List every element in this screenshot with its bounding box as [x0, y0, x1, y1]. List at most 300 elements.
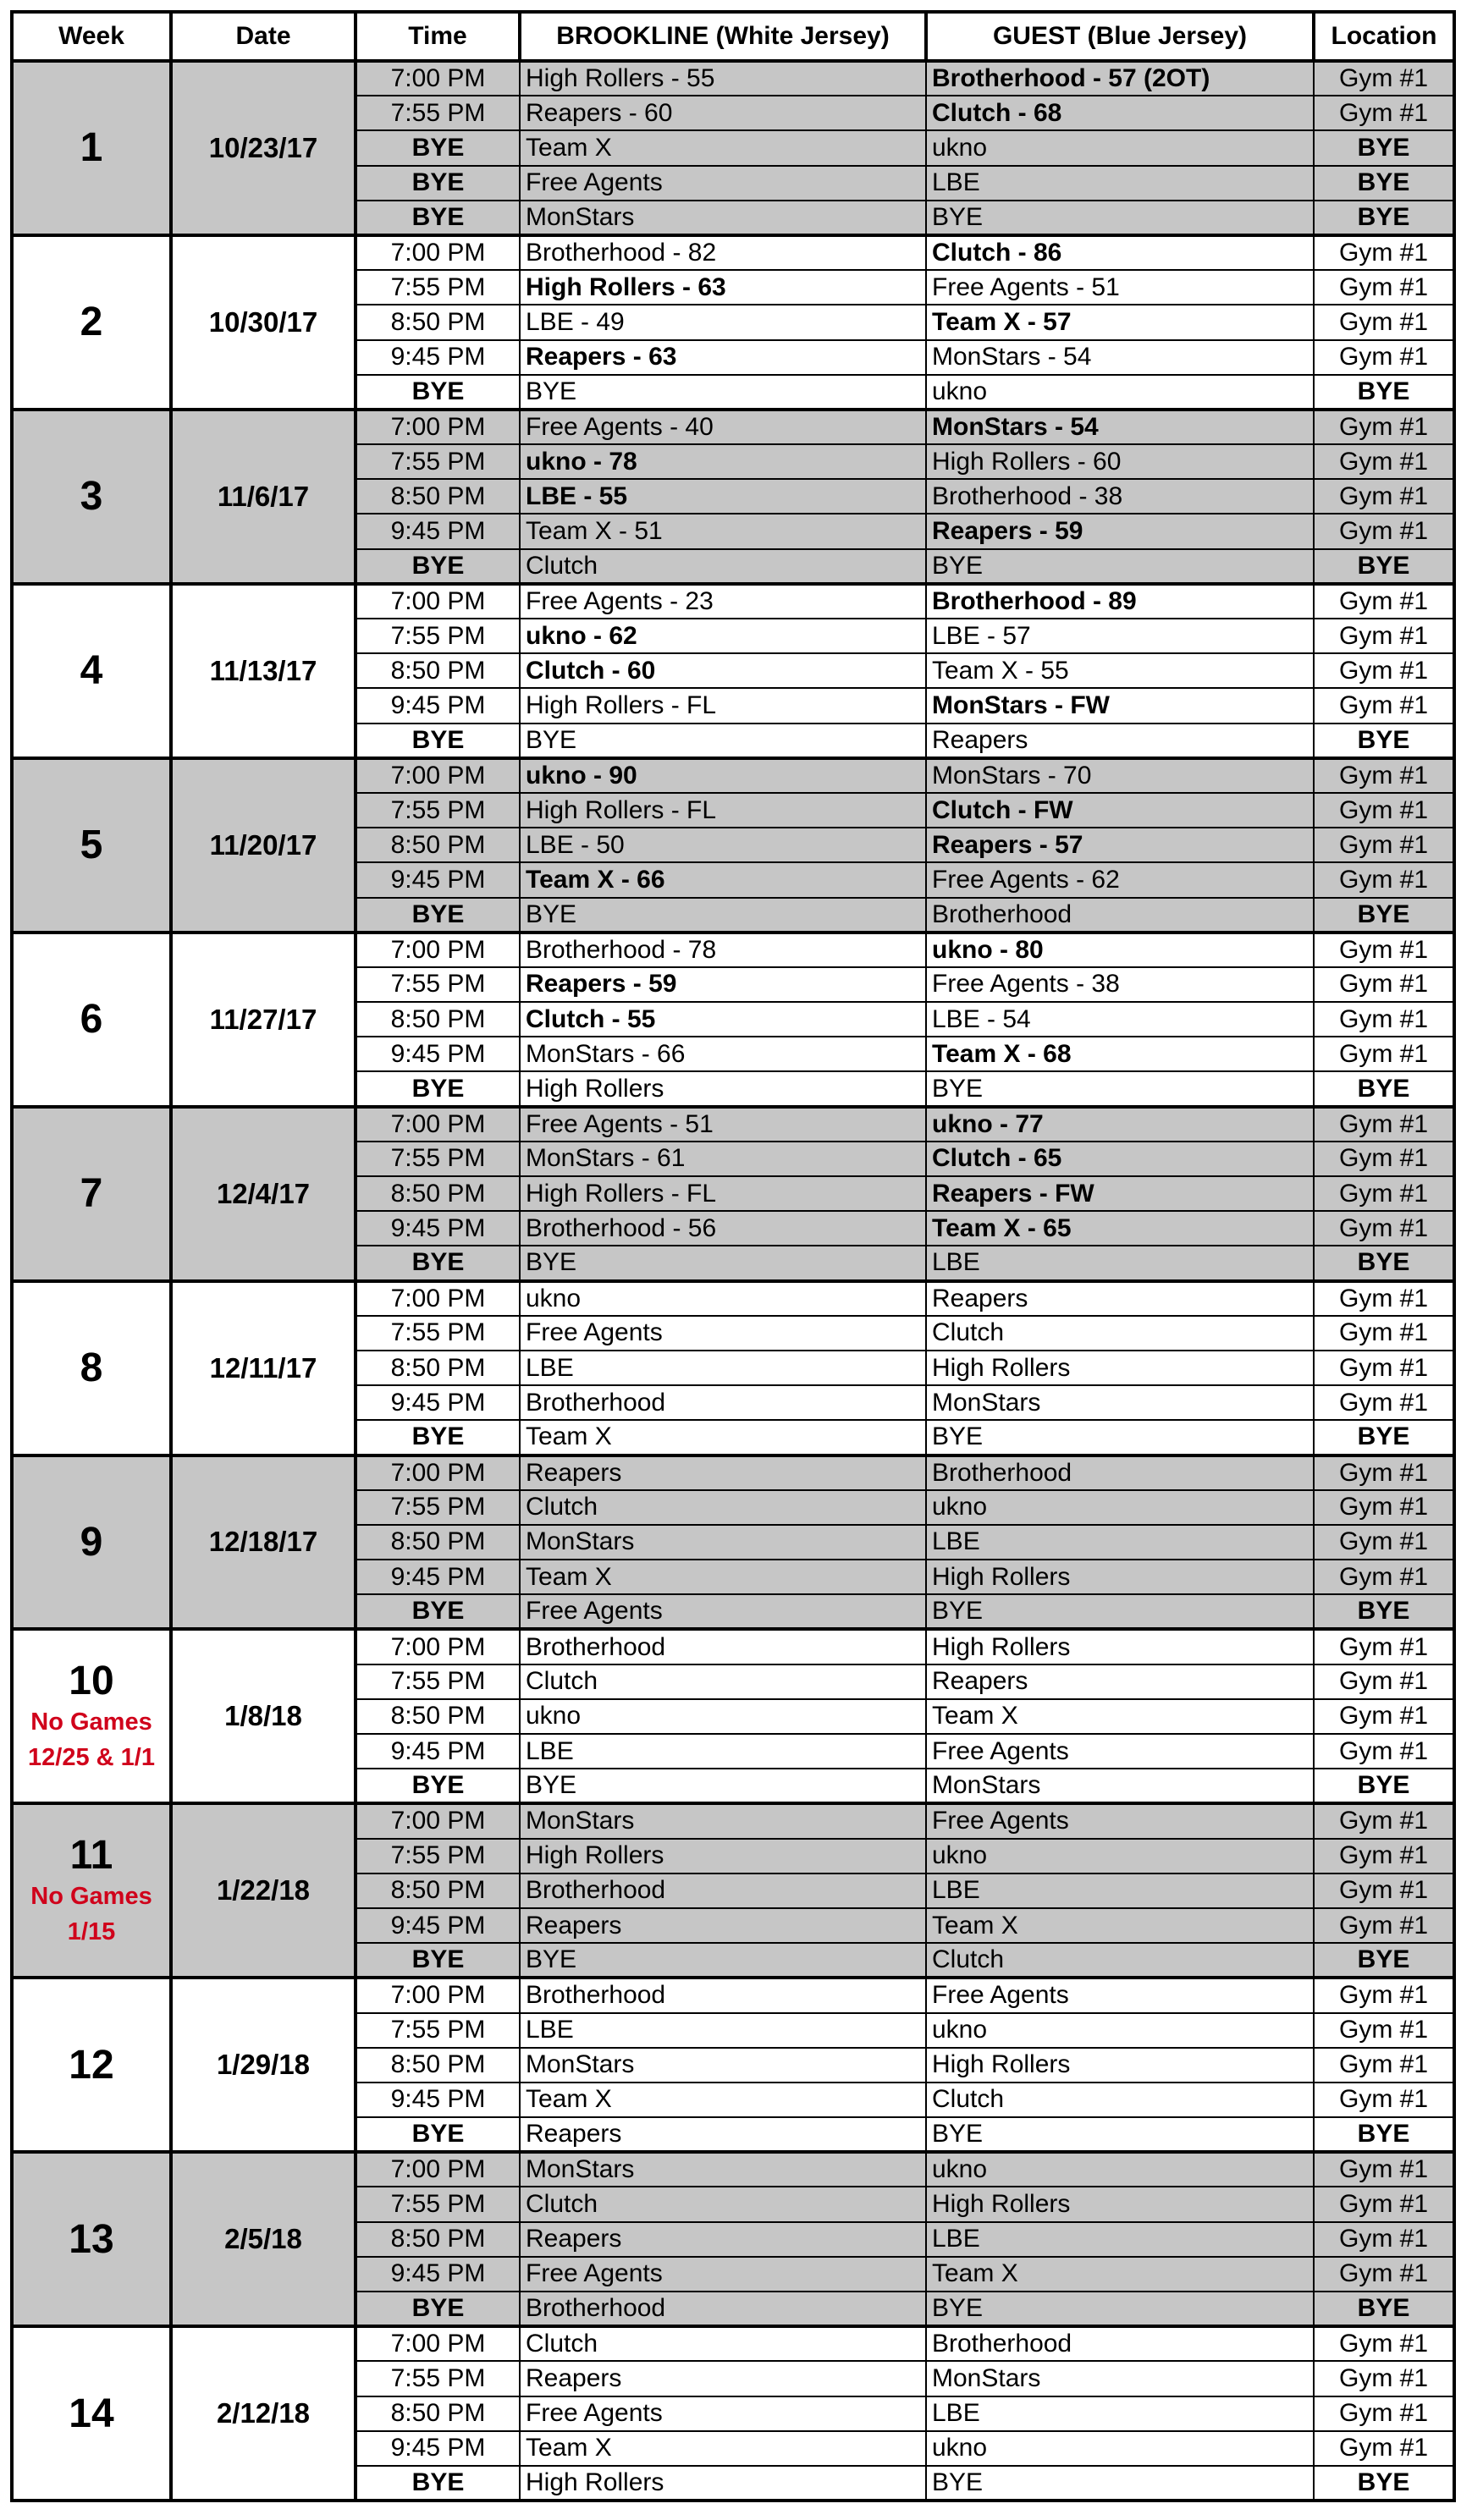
location-cell: BYE — [1314, 1943, 1454, 1978]
week-cell — [12, 758, 171, 933]
guest-team-cell: LBE — [926, 1246, 1314, 1280]
time-cell: 7:00 PM — [356, 61, 520, 96]
location-cell: BYE — [1314, 2117, 1454, 2152]
week-header: Week — [12, 12, 171, 61]
home-team-cell: Reapers - 60 — [520, 96, 926, 130]
time-cell: 7:00 PM — [356, 235, 520, 270]
date-cell: 11/20/17 — [171, 758, 356, 933]
location-cell: Gym #1 — [1314, 2222, 1454, 2257]
home-team-cell: Reapers - 59 — [520, 967, 926, 1002]
guest-team-cell: MonStars — [926, 1385, 1314, 1420]
time-cell: BYE — [356, 166, 520, 201]
location-cell: Gym #1 — [1314, 340, 1454, 375]
guest-team-cell: Clutch - 65 — [926, 1142, 1314, 1176]
location-cell: Gym #1 — [1314, 305, 1454, 339]
home-team-cell: MonStars - 61 — [520, 1142, 926, 1176]
guest-team-cell: LBE - 57 — [926, 619, 1314, 653]
home-team-cell: High Rollers — [520, 2466, 926, 2501]
home-team-cell: Brotherhood — [520, 2292, 926, 2326]
location-cell: BYE — [1314, 2292, 1454, 2326]
location-cell: Gym #1 — [1314, 410, 1454, 444]
location-cell: BYE — [1314, 898, 1454, 933]
week-number: 8 — [80, 1345, 103, 1391]
time-cell: BYE — [356, 2117, 520, 2152]
time-cell: 7:55 PM — [356, 2187, 520, 2221]
guest-team-cell: Brotherhood - 89 — [926, 584, 1314, 619]
home-team-cell: High Rollers - 63 — [520, 270, 926, 305]
time-cell: BYE — [356, 1769, 520, 1803]
guest-team-cell: LBE — [926, 2396, 1314, 2431]
game-row — [12, 61, 1454, 96]
home-team-cell: Free Agents - 40 — [520, 410, 926, 444]
guest-team-cell: Free Agents - 38 — [926, 967, 1314, 1002]
home-team-cell: Team X — [520, 2083, 926, 2117]
no-games-note: No Games — [30, 1708, 152, 1736]
guest-team-cell: Clutch — [926, 1316, 1314, 1351]
home-team-cell: MonStars — [520, 1525, 926, 1560]
location-cell: Gym #1 — [1314, 1002, 1454, 1037]
game-row — [12, 2152, 1454, 2187]
home-team-cell: MonStars — [520, 2048, 926, 2083]
location-cell: Gym #1 — [1314, 514, 1454, 548]
time-cell: 8:50 PM — [356, 305, 520, 339]
guest-team-cell: Free Agents — [926, 1734, 1314, 1769]
date-cell: 10/23/17 — [171, 61, 356, 235]
time-cell: BYE — [356, 1246, 520, 1280]
time-cell: 7:00 PM — [356, 933, 520, 967]
location-cell: Gym #1 — [1314, 1037, 1454, 1071]
home-team-cell: MonStars — [520, 201, 926, 235]
time-cell: 7:55 PM — [356, 444, 520, 479]
home-team-cell: High Rollers - FL — [520, 1176, 926, 1211]
week-cell — [12, 1803, 171, 1978]
time-cell: 7:55 PM — [356, 967, 520, 1002]
home-team-cell: Reapers — [520, 2361, 926, 2396]
time-cell: 7:55 PM — [356, 1316, 520, 1351]
home-team-cell: Clutch — [520, 2326, 926, 2361]
time-cell: 7:00 PM — [356, 1107, 520, 1142]
time-cell: 8:50 PM — [356, 1002, 520, 1037]
home-team-cell: LBE — [520, 1351, 926, 1385]
guest-team-cell: ukno - 80 — [926, 933, 1314, 967]
guest-team-cell: BYE — [926, 2466, 1314, 2501]
week-number: 6 — [80, 997, 103, 1043]
time-cell: 7:00 PM — [356, 1803, 520, 1838]
week-cell — [12, 1978, 171, 2152]
time-cell: 8:50 PM — [356, 2396, 520, 2431]
schedule-sheet — [10, 10, 1453, 2502]
location-cell: Gym #1 — [1314, 270, 1454, 305]
location-cell: Gym #1 — [1314, 235, 1454, 270]
guest-team-cell: Clutch — [926, 1943, 1314, 1978]
time-cell: 9:45 PM — [356, 514, 520, 548]
home-team-cell: ukno — [520, 1699, 926, 1734]
location-header: Location — [1314, 12, 1454, 61]
guest-team-cell: ukno - 77 — [926, 1107, 1314, 1142]
home-team-cell: BYE — [520, 724, 926, 758]
time-cell: BYE — [356, 375, 520, 410]
game-row — [12, 758, 1454, 793]
location-cell: Gym #1 — [1314, 1734, 1454, 1769]
guest-team-cell: ukno — [926, 2013, 1314, 2048]
guest-team-cell: ukno — [926, 130, 1314, 165]
time-cell: 9:45 PM — [356, 1908, 520, 1943]
home-team-cell: Team X — [520, 130, 926, 165]
home-team-cell: Brotherhood — [520, 1385, 926, 1420]
guest-team-cell: Team X - 55 — [926, 653, 1314, 688]
guest-team-cell: Reapers — [926, 1664, 1314, 1699]
guest-team-cell: BYE — [926, 1420, 1314, 1455]
home-team-cell: High Rollers - 55 — [520, 61, 926, 96]
game-row — [12, 1455, 1454, 1490]
time-cell: 7:55 PM — [356, 1839, 520, 1873]
location-cell: Gym #1 — [1314, 653, 1454, 688]
location-cell: BYE — [1314, 1769, 1454, 1803]
date-cell: 12/18/17 — [171, 1455, 356, 1630]
home-team-cell: LBE - 55 — [520, 479, 926, 514]
date-cell: 11/13/17 — [171, 584, 356, 758]
home-team-cell: Free Agents - 23 — [520, 584, 926, 619]
time-cell: 9:45 PM — [356, 2257, 520, 2292]
home-team-cell: Free Agents — [520, 1594, 926, 1629]
guest-team-cell: LBE — [926, 1873, 1314, 1908]
guest-team-cell: Brotherhood — [926, 2326, 1314, 2361]
home-team-cell: Free Agents — [520, 166, 926, 201]
location-cell: Gym #1 — [1314, 1839, 1454, 1873]
guest-team-cell: BYE — [926, 201, 1314, 235]
time-cell: BYE — [356, 1943, 520, 1978]
location-cell: BYE — [1314, 130, 1454, 165]
guest-team-cell: Team X - 68 — [926, 1037, 1314, 1071]
guest-team-cell: ukno — [926, 2152, 1314, 2187]
time-cell: 9:45 PM — [356, 1560, 520, 1594]
week-cell — [12, 1281, 171, 1455]
location-cell: Gym #1 — [1314, 96, 1454, 130]
schedule-body — [12, 61, 1454, 2501]
game-row — [12, 1978, 1454, 2012]
time-cell: 8:50 PM — [356, 479, 520, 514]
guest-team-cell: BYE — [926, 549, 1314, 584]
guest-team-cell: MonStars - 54 — [926, 340, 1314, 375]
location-cell: Gym #1 — [1314, 584, 1454, 619]
time-cell: BYE — [356, 1594, 520, 1629]
date-cell: 2/5/18 — [171, 2152, 356, 2326]
location-cell: BYE — [1314, 1071, 1454, 1106]
time-cell: 7:55 PM — [356, 1664, 520, 1699]
game-row — [12, 410, 1454, 444]
week-cell — [12, 1455, 171, 1630]
date-cell: 11/6/17 — [171, 410, 356, 584]
week-cell — [12, 2152, 171, 2326]
home-team-cell: ukno - 62 — [520, 619, 926, 653]
location-cell: Gym #1 — [1314, 967, 1454, 1002]
game-row — [12, 1281, 1454, 1316]
home-team-cell: Team X — [520, 1420, 926, 1455]
location-cell: Gym #1 — [1314, 2048, 1454, 2083]
location-cell: Gym #1 — [1314, 688, 1454, 723]
location-cell: Gym #1 — [1314, 1211, 1454, 1246]
guest-team-cell: High Rollers — [926, 2187, 1314, 2221]
home-team-cell: Team X - 51 — [520, 514, 926, 548]
time-cell: 9:45 PM — [356, 340, 520, 375]
home-team-cell: Reapers - 63 — [520, 340, 926, 375]
location-cell: Gym #1 — [1314, 862, 1454, 897]
guest-team-cell: Free Agents — [926, 1978, 1314, 2012]
time-cell: BYE — [356, 2292, 520, 2326]
location-cell: Gym #1 — [1314, 1803, 1454, 1838]
time-cell: BYE — [356, 2466, 520, 2501]
guest-team-cell: MonStars — [926, 2361, 1314, 2396]
date-cell: 1/29/18 — [171, 1978, 356, 2152]
week-cell — [12, 235, 171, 410]
guest-team-cell: MonStars - 54 — [926, 410, 1314, 444]
home-team-cell: Clutch — [520, 549, 926, 584]
home-team-cell: BYE — [520, 898, 926, 933]
home-team-cell: Reapers — [520, 1908, 926, 1943]
home-team-cell: Clutch - 55 — [520, 1002, 926, 1037]
time-cell: 8:50 PM — [356, 1351, 520, 1385]
guest-team-cell: MonStars - FW — [926, 688, 1314, 723]
time-cell: 7:00 PM — [356, 584, 520, 619]
location-cell: Gym #1 — [1314, 1455, 1454, 1490]
time-cell: BYE — [356, 898, 520, 933]
guest-team-header: GUEST (Blue Jersey) — [926, 12, 1314, 61]
time-cell: 8:50 PM — [356, 2222, 520, 2257]
time-cell: 9:45 PM — [356, 862, 520, 897]
game-row — [12, 1107, 1454, 1142]
guest-team-cell: ukno — [926, 2431, 1314, 2466]
week-number: 5 — [80, 823, 103, 868]
guest-team-cell: BYE — [926, 1071, 1314, 1106]
guest-team-cell: Team X — [926, 2257, 1314, 2292]
location-cell: Gym #1 — [1314, 444, 1454, 479]
location-cell: BYE — [1314, 1594, 1454, 1629]
game-row — [12, 235, 1454, 270]
location-cell: Gym #1 — [1314, 1281, 1454, 1316]
home-team-cell: Brotherhood - 82 — [520, 235, 926, 270]
date-header: Date — [171, 12, 356, 61]
location-cell: Gym #1 — [1314, 1316, 1454, 1351]
game-row — [12, 1629, 1454, 1664]
time-cell: 7:55 PM — [356, 96, 520, 130]
week-cell — [12, 2326, 171, 2501]
week-cell — [12, 1629, 171, 1803]
home-team-cell: Free Agents — [520, 2257, 926, 2292]
home-team-cell: Free Agents — [520, 2396, 926, 2431]
time-cell: 9:45 PM — [356, 1734, 520, 1769]
time-cell: BYE — [356, 130, 520, 165]
time-cell: 7:00 PM — [356, 758, 520, 793]
week-number: 10 — [69, 1658, 114, 1703]
home-team-cell: LBE - 50 — [520, 828, 926, 862]
home-team-cell: BYE — [520, 375, 926, 410]
guest-team-cell: Clutch — [926, 2083, 1314, 2117]
home-team-cell: Free Agents - 51 — [520, 1107, 926, 1142]
time-cell: BYE — [356, 549, 520, 584]
guest-team-cell: Free Agents — [926, 1803, 1314, 1838]
time-cell: BYE — [356, 201, 520, 235]
week-number: 12 — [69, 2042, 114, 2088]
no-games-note: 12/25 & 1/1 — [28, 1743, 155, 1771]
home-team-cell: High Rollers — [520, 1839, 926, 1873]
home-team-cell: Reapers — [520, 1455, 926, 1490]
location-cell: BYE — [1314, 201, 1454, 235]
location-cell: Gym #1 — [1314, 479, 1454, 514]
guest-team-cell: Reapers - FW — [926, 1176, 1314, 1211]
guest-team-cell: Free Agents - 62 — [926, 862, 1314, 897]
location-cell: BYE — [1314, 2466, 1454, 2501]
location-cell: BYE — [1314, 375, 1454, 410]
home-team-header: BROOKLINE (White Jersey) — [520, 12, 926, 61]
home-team-cell: BYE — [520, 1769, 926, 1803]
no-games-note: 1/15 — [67, 1918, 116, 1945]
location-cell: Gym #1 — [1314, 1385, 1454, 1420]
location-cell: Gym #1 — [1314, 2396, 1454, 2431]
time-cell: 7:55 PM — [356, 1490, 520, 1525]
location-cell: Gym #1 — [1314, 1142, 1454, 1176]
time-cell: 8:50 PM — [356, 653, 520, 688]
guest-team-cell: Reapers — [926, 724, 1314, 758]
time-cell: BYE — [356, 1071, 520, 1106]
location-cell: Gym #1 — [1314, 793, 1454, 828]
home-team-cell: ukno - 78 — [520, 444, 926, 479]
time-cell: 8:50 PM — [356, 1873, 520, 1908]
guest-team-cell: High Rollers — [926, 1351, 1314, 1385]
time-cell: 7:00 PM — [356, 2152, 520, 2187]
time-cell: 9:45 PM — [356, 1037, 520, 1071]
home-team-cell: ukno — [520, 1281, 926, 1316]
home-team-cell: LBE — [520, 1734, 926, 1769]
guest-team-cell: MonStars - 70 — [926, 758, 1314, 793]
schedule-table — [10, 10, 1456, 2502]
home-team-cell: Brotherhood - 78 — [520, 933, 926, 967]
guest-team-cell: Reapers - 57 — [926, 828, 1314, 862]
location-cell: Gym #1 — [1314, 2187, 1454, 2221]
home-team-cell: Clutch — [520, 1664, 926, 1699]
location-cell: Gym #1 — [1314, 1351, 1454, 1385]
week-number: 7 — [80, 1171, 103, 1217]
home-team-cell: Team X - 66 — [520, 862, 926, 897]
time-cell: 7:55 PM — [356, 2361, 520, 2396]
guest-team-cell: Clutch - 86 — [926, 235, 1314, 270]
date-cell: 10/30/17 — [171, 235, 356, 410]
header-row — [12, 12, 1454, 61]
location-cell: Gym #1 — [1314, 1107, 1454, 1142]
guest-team-cell: ukno — [926, 375, 1314, 410]
home-team-cell: Clutch — [520, 1490, 926, 1525]
time-cell: 8:50 PM — [356, 2048, 520, 2083]
guest-team-cell: Team X — [926, 1908, 1314, 1943]
guest-team-cell: Brotherhood - 57 (2OT) — [926, 61, 1314, 96]
location-cell: Gym #1 — [1314, 828, 1454, 862]
home-team-cell: ukno - 90 — [520, 758, 926, 793]
time-cell: 7:00 PM — [356, 2326, 520, 2361]
week-cell — [12, 61, 171, 235]
guest-team-cell: Clutch - 68 — [926, 96, 1314, 130]
guest-team-cell: Brotherhood — [926, 898, 1314, 933]
time-cell: 7:00 PM — [356, 1629, 520, 1664]
location-cell: Gym #1 — [1314, 2152, 1454, 2187]
location-cell: BYE — [1314, 1246, 1454, 1280]
home-team-cell: High Rollers - FL — [520, 793, 926, 828]
week-number: 14 — [69, 2391, 114, 2436]
time-cell: 7:00 PM — [356, 410, 520, 444]
guest-team-cell: Brotherhood — [926, 1455, 1314, 1490]
time-cell: BYE — [356, 1420, 520, 1455]
week-number: 13 — [69, 2216, 114, 2262]
location-cell: BYE — [1314, 724, 1454, 758]
week-number: 3 — [80, 474, 103, 520]
time-cell: 9:45 PM — [356, 688, 520, 723]
week-cell — [12, 410, 171, 584]
home-team-cell: BYE — [520, 1943, 926, 1978]
location-cell: Gym #1 — [1314, 1908, 1454, 1943]
date-cell: 1/22/18 — [171, 1803, 356, 1978]
home-team-cell: BYE — [520, 1246, 926, 1280]
guest-team-cell: Reapers - 59 — [926, 514, 1314, 548]
home-team-cell: MonStars - 66 — [520, 1037, 926, 1071]
time-cell: 9:45 PM — [356, 2431, 520, 2466]
time-cell: 7:55 PM — [356, 2013, 520, 2048]
time-cell: BYE — [356, 724, 520, 758]
guest-team-cell: Reapers — [926, 1281, 1314, 1316]
time-cell: 9:45 PM — [356, 1211, 520, 1246]
time-cell: 9:45 PM — [356, 2083, 520, 2117]
home-team-cell: LBE — [520, 2013, 926, 2048]
guest-team-cell: MonStars — [926, 1769, 1314, 1803]
time-cell: 7:00 PM — [356, 1978, 520, 2012]
guest-team-cell: High Rollers — [926, 1629, 1314, 1664]
guest-team-cell: ukno — [926, 1490, 1314, 1525]
location-cell: Gym #1 — [1314, 2083, 1454, 2117]
time-cell: 8:50 PM — [356, 1176, 520, 1211]
week-number: 4 — [80, 648, 103, 694]
date-cell: 1/8/18 — [171, 1629, 356, 1803]
location-cell: BYE — [1314, 166, 1454, 201]
time-cell: 7:55 PM — [356, 270, 520, 305]
game-row — [12, 933, 1454, 967]
location-cell: Gym #1 — [1314, 1176, 1454, 1211]
time-cell: 7:55 PM — [356, 1142, 520, 1176]
home-team-cell: Team X — [520, 1560, 926, 1594]
home-team-cell: Brotherhood - 56 — [520, 1211, 926, 1246]
location-cell: Gym #1 — [1314, 61, 1454, 96]
guest-team-cell: High Rollers — [926, 2048, 1314, 2083]
location-cell: Gym #1 — [1314, 2431, 1454, 2466]
week-cell — [12, 933, 171, 1107]
time-cell: 8:50 PM — [356, 1525, 520, 1560]
time-cell: 7:55 PM — [356, 619, 520, 653]
home-team-cell: Brotherhood — [520, 1978, 926, 2012]
time-cell: 7:00 PM — [356, 1281, 520, 1316]
guest-team-cell: BYE — [926, 2292, 1314, 2326]
location-cell: BYE — [1314, 1420, 1454, 1455]
home-team-cell: High Rollers - FL — [520, 688, 926, 723]
guest-team-cell: Brotherhood - 38 — [926, 479, 1314, 514]
location-cell: Gym #1 — [1314, 1490, 1454, 1525]
time-header: Time — [356, 12, 520, 61]
date-cell: 2/12/18 — [171, 2326, 356, 2501]
home-team-cell: Brotherhood — [520, 1873, 926, 1908]
home-team-cell: Reapers — [520, 2117, 926, 2152]
time-cell: 7:00 PM — [356, 1455, 520, 1490]
home-team-cell: Clutch - 60 — [520, 653, 926, 688]
location-cell: Gym #1 — [1314, 1978, 1454, 2012]
home-team-cell: High Rollers — [520, 1071, 926, 1106]
guest-team-cell: LBE — [926, 166, 1314, 201]
home-team-cell: Clutch — [520, 2187, 926, 2221]
guest-team-cell: Team X - 65 — [926, 1211, 1314, 1246]
